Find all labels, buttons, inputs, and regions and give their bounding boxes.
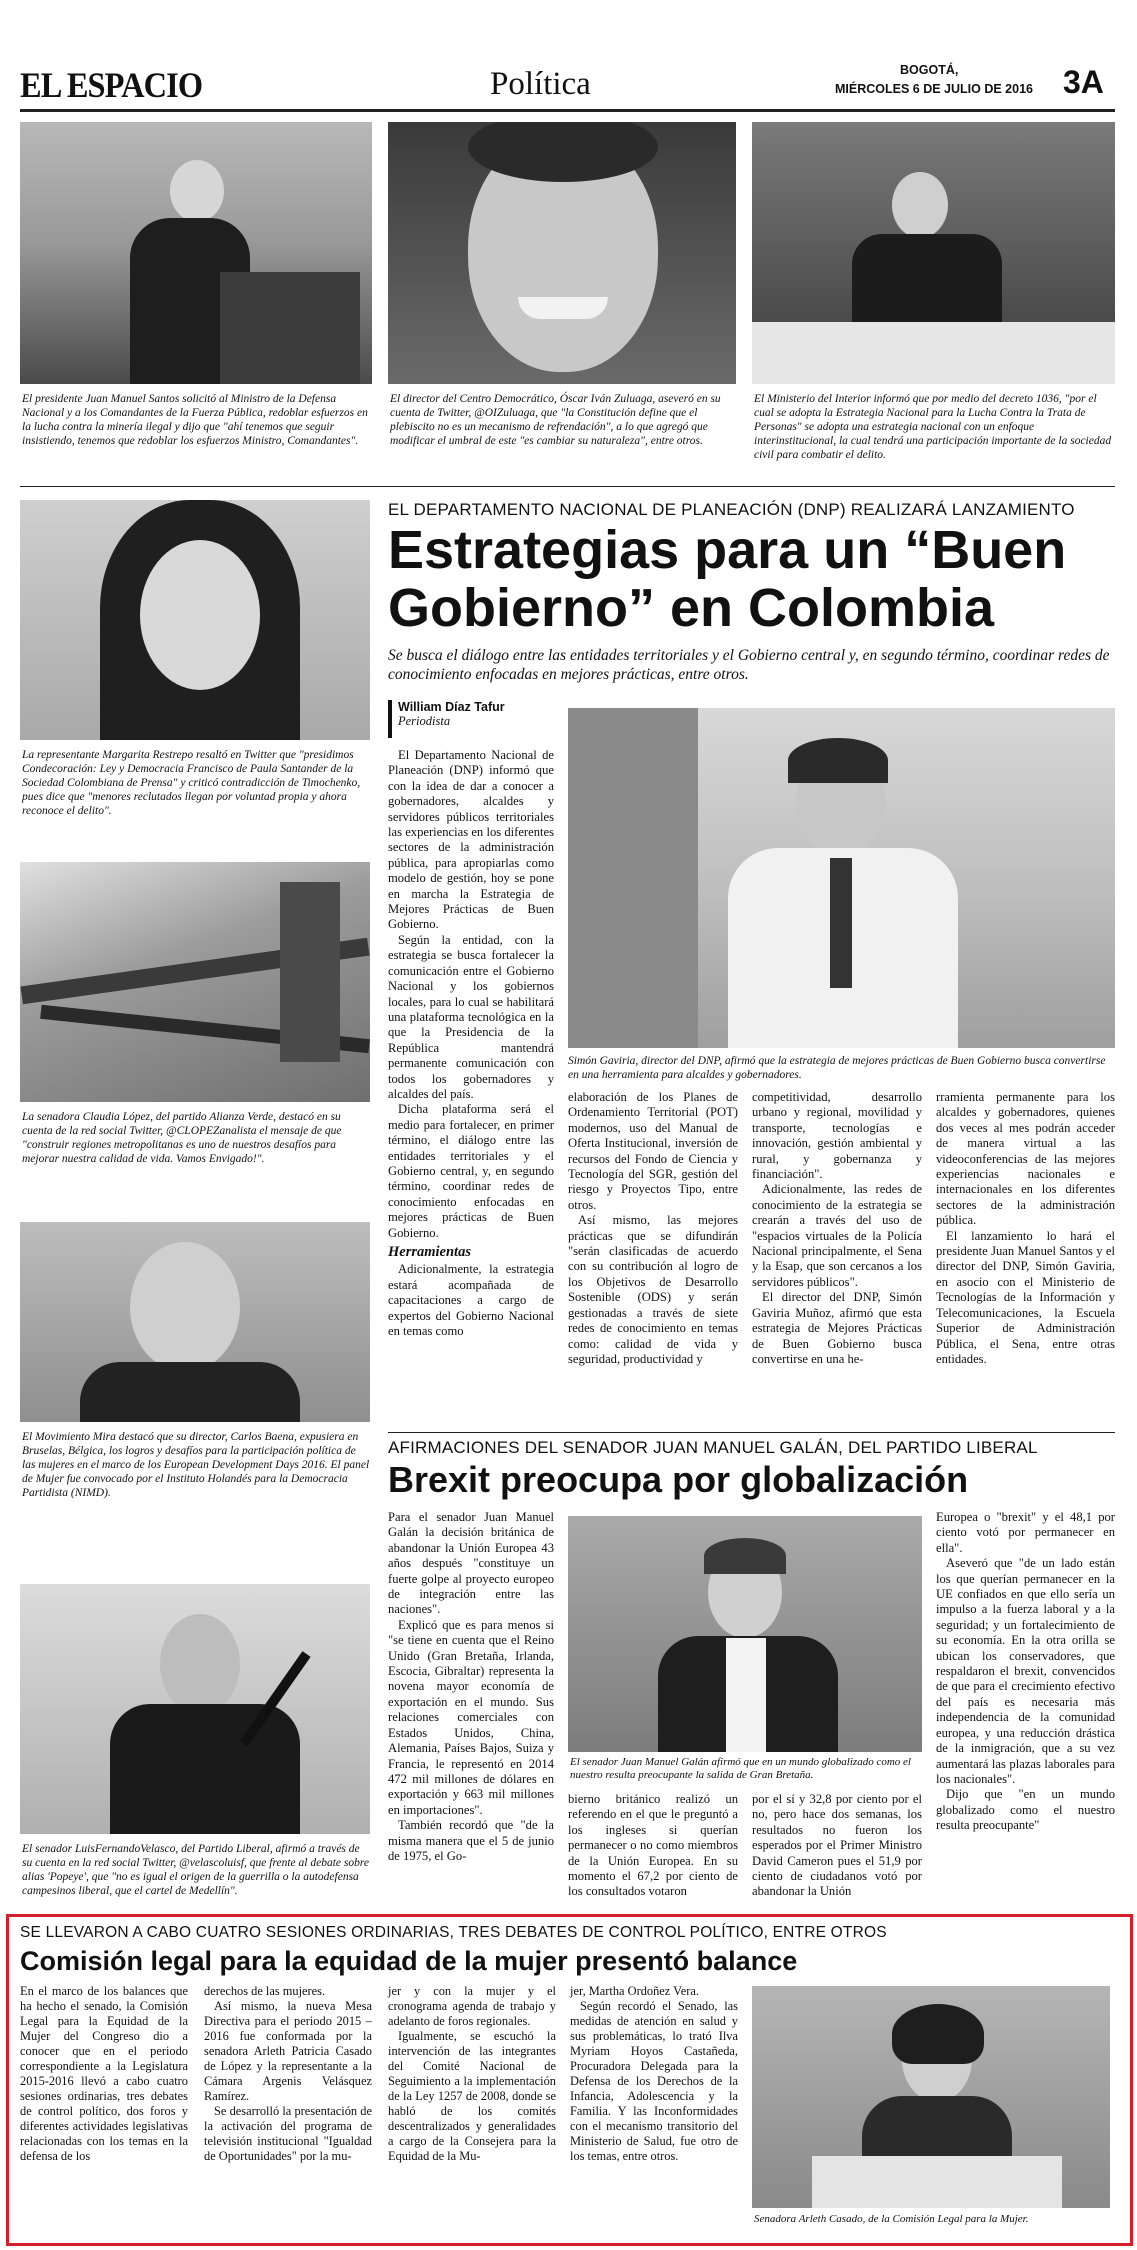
article1-kicker: EL DEPARTAMENTO NACIONAL DE PLANEACIÓN (DNP) REALIZARÁ LANZAMIENTO [388,500,1075,519]
section-title: Política [490,66,591,102]
byline-role: Periodista [398,714,451,728]
article1-col1-p1: El Departamento Nacional de Planeación (DNP) informó que con la idea de dar a conocer a gobernadores, alcaldes y servidores públicos territoriales las experiencias en los diferentes sectores de la administración pública, para apropiarlas como modelo de gestión, hoy se pone en marcha la Estrategia de Mejores Prácticas de Buen Gobierno. [388,748,554,932]
page-number: 3A [1063,64,1104,100]
photo-lopez [20,862,370,1102]
article3-column3 [388,1984,556,2164]
article2-col1-p2: Explicó que es para menos si "se tiene en cuenta que el Reino Unido (Gran Bretaña, Irlanda, Escocia, Gibraltar) representa la novena mayor economía de exportación en el mundo. Sus relaciones comerciales con Estados Unidos, China, Alemania, Países Bajos, Suiza y Francia, le representó en 2014 472 mil millones de dólares en exportación y 663 mil millones en importaciones". [388,1617,554,1817]
masthead-city: BOGOTÁ, [900,63,959,77]
caption-galan: El senador Juan Manuel Galán afirmó que en un mundo globalizado como el nuestro resulta preocupante la salida de Gran Bretaña. [570,1756,911,1781]
article3-column4 [570,1984,738,2164]
article3-col3-p1: jer y con la mujer y el cronograma agenda de trabajo y adelanto de foros regionales. [388,1984,556,2028]
caption-lopez: La senadora Claudia López, del partido Alianza Verde, destacó en su cuenta de la red social Twitter, @CLOPEZanalista el mensaje de que "construir regiones metropolitanas es uno de nuestros desafíos para mejorar nuestra calidad de vida. Vamos Envigado!". [22,1111,342,1165]
masthead [20,62,1115,108]
article3-col2-p2: Así mismo, la nueva Mesa Directiva para el periodo 2015 – 2016 fue conformada por la senadora Arleth Patricia Casado de López y la representante a la Cámara Argenis Velásquez Ramírez. [204,1999,372,2103]
article1-col3-p3: El director del DNP, Simón Gaviria Muñoz, afirmó que esta estrategia de Mejores Prácticas de Buen Gobierno busca convertirse en una he- [752,1290,922,1366]
article1-subtitle: Se busca el diálogo entre las entidades territoriales y el Gobierno central y, en segundo término, coordinar redes de conocimiento enfocadas en mejores prácticas, entre otros. [388,647,1110,683]
article3-kicker: SE LLEVARON A CABO CUATRO SESIONES ORDINARIAS, TRES DEBATES DE CONTROL POLÍTICO, ENTRE OTROS [20,1924,887,1941]
photo-gaviria [568,708,1115,1048]
article2-col4-p2: Aseveró que "de un lado están los que querían permanecer en la UE confiados en que ello sería un impulso a la fuerza laboral y a la seguridad; y un fortalecimiento de su economía. En la otra orilla se ubican los conservadores, que respaldaron el brexit, convencidos de que para el crecimiento efectivo del país es necesaria más independencia de la comunidad europea, y una reducción drástica de la inmigración, que a su vez aumentará las plazas laborales para los nacionales". [936,1556,1115,1786]
photo-mininterior [752,122,1115,384]
caption-gaviria: Simón Gaviria, director del DNP, afirmó que la estrategia de mejores prácticas de Buen Gobierno busca convertirse en una herramienta para alcaldes y gobernadores. [568,1055,1106,1081]
article3-col3-p2: Igualmente, se escuchó la intervención de las integrantes del Comité Nacional de Seguimiento a la implementación de la Ley 1257 de 2008, donde se habló de los comités descentralizados y generalidades a cargo de la Consejera para la Equidad de la Mu- [388,2029,556,2163]
photo-baena [20,1222,370,1422]
article1-column1 [388,748,554,1339]
caption-restrepo: La representante Margarita Restrepo resaltó en Twitter que "presidimos Condecoración: Ley y Democracia Francisco de Paula Santander de la Sociedad Colombiana de Prensa" y criticó contradicción de Timochenko, pues dice que "menores reclutados llegan por voluntad propia y ahora reconoce el delito". [22,749,361,817]
article1-col2-p2: Así mismo, las mejores prácticas que se difundirán "serán clasificadas de acuerdo con su contribución al logro de los Objetivos de Desarrollo Sostenible (ODS) y serán gestionadas a través de siete redes de conocimiento en temas como: calidad de vida y seguridad, productividad y [568,1213,738,1366]
article2-column2 [568,1792,738,1900]
caption-zuluaga: El director del Centro Democrático, Óscar Iván Zuluaga, aseveró en su cuenta de Twitter, @OIZuluaga, que "la Constitución define que el plebiscito no es un mecanismo de refrendación", a lo que agregó que modificar el umbral de este "es cambiar su naturaleza", entre otros. [390,393,721,447]
caption-mininterior: El Ministerio del Interior informó que por medio del decreto 1036, "por el cual se adopta la Estrategia Nacional para la Lucha Contra la Trata de Personas" se adopta una estrategia nacional con un enfoque interinstitucional, la cual tendrá una participación importante de la sociedad civil para combatir el delito. [754,393,1112,461]
article2-column4 [936,1510,1115,1834]
article1-column3 [752,1090,922,1367]
article2-col1-p3: También recordó que "de la misma manera que el 5 de junio de 1975, el Go- [388,1818,554,1863]
article1-col3-p2: Adicionalmente, las redes de conocimiento de la estrategia se crearán a través del uso de "espacios virtuales de la Policía Nacional principalmente, el Sena y la Esap, que son cercanos a los servidores públicos". [752,1182,922,1289]
article3-col2-p3: Se desarrolló la presentación de la activación del programa de televisión institucional "Igualdad de Oportunidades" por la mu- [204,2104,372,2163]
article2-col2-p1: bierno británico realizó un referendo en el que le preguntó a los ingleses si querían permanecer o no como miembros de la Unión Europea. En su momento el 67,2 por ciento de los consultados votaron [568,1792,738,1899]
photo-velasco [20,1584,370,1834]
article2-col1-p1: Para el senador Juan Manuel Galán la decisión británica de abandonar la Unión Europea 43 años después "constituye un fuerte golpe al proyecto europeo de integración entre las naciones". [388,1510,554,1617]
article2-headline: Brexit preocupa por globalización [388,1459,969,1500]
article1-headline-line1: Estrategias para un “Buen [388,520,1067,580]
article1-column2 [568,1090,738,1367]
article1-col1-p3: Dicha plataforma será el medio para fortalecer, en primer término, el diálogo entre las entidades territoriales y el Gobierno central, y, en segundo término, coordinar redes de conocimiento enfocadas en mejores prácticas de Buen Gobierno. [388,1102,554,1240]
article1-bottom-rule [388,1432,1115,1433]
article3-col4-p1: jer, Martha Ordoñez Vera. [570,1984,699,1998]
article3-column2 [204,1984,372,2164]
article2-col3-p1: por el sí y 32,8 por ciento por el no, pero hace dos semanas, los resultados no fueron los esperados por el Primer Ministro David Cameron pues el 51,9 por ciento de ciudadanos votó por abandonar la Unión [752,1792,922,1899]
article1-byline [388,700,568,738]
caption-velasco: El senador LuisFernandoVelasco, del Partido Liberal, afirmó a través de su cuenta en la red social Twitter, @velascoluisf, que frente al debate sobre alias 'Popeye', que "no es igual el origen de la guerrilla o la autodefensa campesinos liberal, que el cartel de Medellín". [22,1843,370,1897]
photo-restrepo [20,500,370,740]
article1-col1-p2: Según la entidad, con la estrategia se busca fortalecer la comunicación entre el Gobierno Nacional y los gobiernos locales, para lo cual se habilitará una plataforma tecnológica en la que la Presidencia de la República mantendrá permanente comunicación con todos los gobernadores y alcaldes del país. [388,932,554,1101]
caption-santos: El presidente Juan Manuel Santos solicitó al Ministro de la Defensa Nacional y a los Comandantes de la Fuerza Pública, redoblar esfuerzos en la lucha contra la minería ilegal y dijo que "ahí tenemos que seguir insistiendo, tenemos que redoblar los esfuerzos Ministro, Comandantes". [22,393,368,447]
photo-galan [568,1516,922,1752]
caption-casado: Senadora Arleth Casado, de la Comisión Legal para la Mujer. [754,2213,1029,2225]
photo-santos [20,122,372,384]
article1-col1-p4: Adicionalmente, la estrategia estará acompañada de capacitaciones a cargo de expertos del Gobierno Nacional en temas como [388,1262,554,1339]
article3-headline: Comisión legal para la equidad de la mujer presentó balance [20,1946,798,1976]
article2-column1 [388,1510,554,1864]
article1-col4-p2: El lanzamiento lo hará el presidente Juan Manuel Santos y el director del DNP, Simón Gaviria, en asocio con el Ministerio de Tecnologías de la Información y Telecomunicaciones, la Escuela Superior de Administración Pública, el Sena, entre otras entidades. [936,1228,1115,1366]
article3-col4-p2: Según recordó el Senado, las medidas de atención en salud y sus problemáticas, lo trató Ilva Myriam Hoyos Castañeda, Procuradora Delegada para la Defensa de los Derechos de la Infancia, Adolescencia y la Familia. Y las Inconformidades con el mecanismo transitorio del Ministerio de Salud, fue otro de los temas, entre otros. [570,1999,738,2163]
photo-casado [752,1986,1110,2208]
photo-zuluaga [388,122,736,384]
article2-kicker: AFIRMACIONES DEL SENADOR JUAN MANUEL GALÁN, DEL PARTIDO LIBERAL [388,1438,1038,1457]
article1-col2-p1: elaboración de los Planes de Ordenamiento Territorial (POT) modernos, uso del Manual de Oferta Institucional, inversión de recursos del Fondo de Ciencia y Tecnología del SGR, gestión del riesgo y Proyectos Tipo, entre otros. [568,1090,738,1212]
caption-baena: El Movimiento Mira destacó que su director, Carlos Baena, expusiera en Bruselas, Bélgica, los logros y desafíos para la participación política de las mujeres en el marco de los European Development Days 2016. El panel de Mujer fue convocado por el Instituto Holandés para la Democracia Partidista (NIMD). [22,1431,370,1499]
masthead-rule [20,109,1115,112]
article3-col2-p1: derechos de las mujeres. [204,1984,326,1998]
article2-column3 [752,1792,922,1900]
article3-column1 [20,1984,188,2164]
article1-subhead: Herramientas [388,1244,471,1260]
article3-col1-p1: En el marco de los balances que ha hecho el senado, la Comisión Legal para la Equidad de la Mujer del Congreso dio a conocer que en el periodo correspondiente a la Legislatura 2015-2016 llevó a cabo cuatro sesiones ordinarias, tres debates de control político, dos foros y diferentes actividades legislativas relacionadas con los temas en la defensa de los [20,1984,188,2163]
top-row-rule [20,486,1115,487]
article1-col4-p1: rramienta permanente para los alcaldes y gobernadores, quienes dos veces al mes podrán acceder de manera virtual a las videoconferencias de las mejores experiencias nacionales e internacionales en los diferentes sectores de la administración pública. [936,1090,1115,1228]
masthead-date: MIÉRCOLES 6 DE JULIO DE 2016 [835,82,1033,96]
byline-name: William Díaz Tafur [398,700,505,714]
article2-col4-p1: Europea o "brexit" y el 48,1 por ciento votó por permanecer en ella". [936,1510,1115,1555]
article1-column4 [936,1090,1115,1367]
article1-col3-p1: competitividad, desarrollo urbano y regional, movilidad y transporte, tecnologías e innovación, gestión ambiental y rural, y gobernanza y financiación". [752,1090,922,1182]
paper-name: EL ESPACIO [20,65,203,105]
article2-col4-p3: Dijo que "en un mundo globalizado como el nuestro resulta preocupante" [936,1787,1115,1833]
article1-headline-line2: Gobierno” en Colombia [388,578,995,638]
